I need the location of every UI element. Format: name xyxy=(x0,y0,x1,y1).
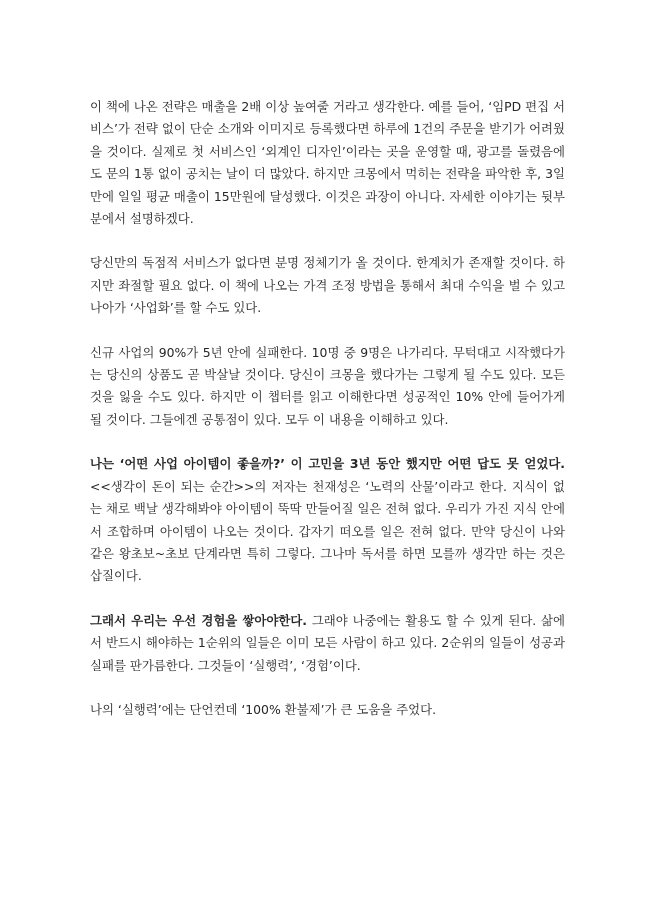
paragraph-6-text: 나의 ‘실행력’에는 단언컨데 ‘100% 환불제’가 큰 도움을 주었다. xyxy=(90,701,437,717)
paragraph-6 xyxy=(90,699,565,721)
paragraph-2-text: 당신만의 독점적 서비스가 없다면 분명 정체기가 올 것이다. 한계치가 존재할 것이다. 하지만 좌절할 필요 없다. 이 책에 나오는 가격 조정 방법을 통해서 최대 수익을 벌 수 있고 나아가 ‘사업화’를 할 수도 있다. xyxy=(90,255,565,316)
paragraph-4 xyxy=(90,453,565,587)
paragraph-1-text: 이 책에 나온 전략은 매출을 2배 이상 높여줄 거라고 생각한다. 예를 들어, ‘임PD 편집 서비스’가 전략 없이 단순 소개와 이미지로 등록했다면 하루에 1건의 주문을 받기가 어려웠을 것이다. 실제로 첫 서비스인 ‘외계인 디자인’이라는 곳을 운영할 때, 광고를 돌렸음에도 문의 1통 없이 공치는 날이 더 많았다. 하지만 크몽에서 먹히는 전략을 파악한 후, 3일 만에 일일 평균 매출이 15만원에 달성했다. 이것은 과장이 아니다. 자세한 이야기는 뒷부분에서 설명하겠다. xyxy=(90,99,565,227)
paragraph-1 xyxy=(90,96,565,230)
paragraph-4-bold-lead: 나는 ‘어떤 사업 아이템이 좋을까?’ 이 고민을 3년 동안 했지만 어떤 답도 못 얻었다. xyxy=(90,456,565,472)
paragraph-5-bold-lead: 그래서 우리는 우선 경험을 쌓아야한다. xyxy=(90,612,308,628)
document-page xyxy=(90,96,565,743)
paragraph-2 xyxy=(90,252,565,319)
paragraph-4-text: <<생각이 돈이 되는 순간>>의 저자는 천재성은 ‘노력의 산물’이라고 한다. 지식이 없는 채로 백날 생각해봐야 아이템이 뚝딱 만들어질 일은 전혀 없다. 우리가 가진 지식 안에서 조합하며 아이템이 나오는 것이다. 갑자기 떠오를 일은 전혀 없다. 만약 당신이 나와 같은 왕초보~초보 단계라면 특히 그렇다. 그나마 독서를 하면 모를까 생각만 하는 것은 삽질이다. xyxy=(90,478,565,584)
paragraph-5 xyxy=(90,610,565,677)
paragraph-3-text: 신규 사업의 90%가 5년 안에 실패한다. 10명 중 9명은 나가리다. 무턱대고 시작했다가는 당신의 상품도 곧 박살날 것이다. 당신이 크몽을 했다가는 그렇게 될 수도 있다. 모든 것을 잃을 수도 있다. 하지만 이 챕터를 읽고 이해한다면 성공적인 10% 안에 들어가게 될 것이다. 그들에겐 공통점이 있다. 모두 이 내용을 이해하고 있다. xyxy=(90,344,565,427)
paragraph-5-text: 그래야 나중에는 활용도 할 수 있게 된다. 삶에서 반드시 해야하는 1순위의 일들은 이미 모든 사람이 하고 있다. 2순위의 일들이 성공과 실패를 판가름한다. 그것들이 ‘실행력’, ‘경험’이다. xyxy=(90,612,565,673)
paragraph-3 xyxy=(90,342,565,432)
